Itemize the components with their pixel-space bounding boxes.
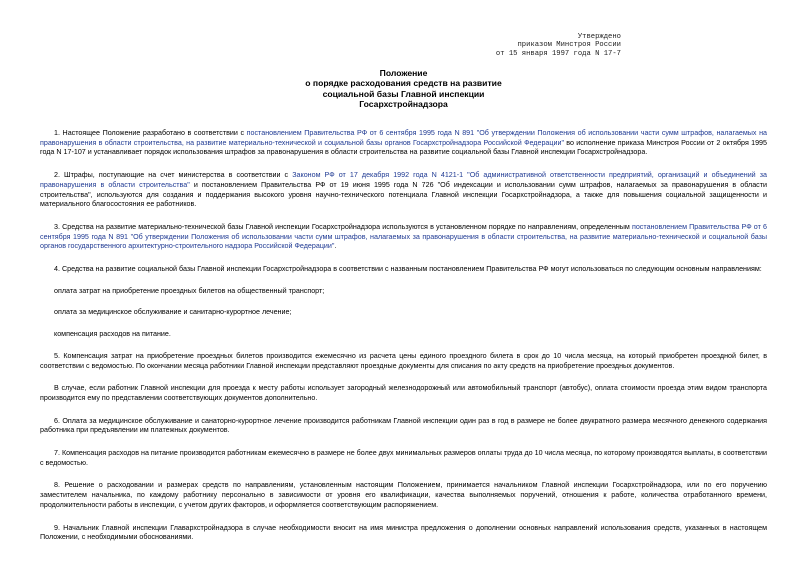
paragraph-4-item-3: компенсация расходов на питание. bbox=[54, 330, 171, 339]
document-body bbox=[40, 129, 767, 556]
paragraph-3-text-a: 3. Средства на развитие материально-технической базы Главной инспекции Госархстройнадзора используются в установленном порядке по направлениям, определенным bbox=[54, 222, 632, 231]
title-line-4: Госархстройнадзора bbox=[359, 99, 448, 110]
title-line-2: о порядке расходования средств на развитие bbox=[305, 78, 502, 89]
paragraph-5: 5. Компенсация затрат на приобретение проездных билетов производится ежемесячно из расчета цены единого проездного билета в срок до 10 числа месяца, на который приобретен проездной билет, в соответствии с ведомостью. По окончании месяца работники Главной инспекции представляют проездные документы для списания по акту средств на приобретение проездных документов. bbox=[40, 351, 767, 370]
paragraph-8: 8. Решение о расходовании и размерах средств по направлениям, установленным настоящим Положением, принимается начальником Главной инспекции Госархстройнадзора, или по его поручению заместителем начальника, по каждому работнику персонально в зависимости от уровня его квалификации, качества выполняемых поручений, отношения к работе, количества отработанного времени, продолжительности работы в инспекции, с учетом других факторов, и оформляется соответствующим распоряжением. bbox=[40, 481, 767, 509]
paragraph-4-item-1: оплата затрат на приобретение проездных билетов на общественный транспорт; bbox=[54, 286, 325, 295]
document-title bbox=[0, 68, 807, 110]
approval-line-2: приказом Минстроя России bbox=[517, 41, 621, 50]
paragraph-3-text-b: . bbox=[334, 242, 337, 251]
approval-line-3: от 15 января 1997 года N 17-7 bbox=[495, 49, 621, 58]
title-line-1: Положение bbox=[379, 68, 428, 78]
approval-note bbox=[496, 33, 621, 58]
paragraph-2-text-b: и постановлением Правительства РФ от 19 июня 1995 года N 726 "Об индексации и использовании сумм штрафов, налагаемых за правонарушения в области строительства", используются для создания и поддержания высокого уровня научно-технического потенциала Главной инспекции Госархстройнадзора, а также для повышения социальной защищенности и материального благосостояния ее работников. bbox=[40, 180, 767, 209]
paragraph-4: 4. Средства на развитие социальной базы Главной инспекции Госархстройнадзора в соответствии с названным постановлением Правительства РФ могут использоваться по следующим основным направлениям: bbox=[54, 265, 762, 274]
paragraph-1 bbox=[40, 129, 767, 158]
paragraph-1-text-b: во исполнение приказа Минстроя России от 2 октября 1995 года N 17-107 и устанавливает порядок использования штрафов за правонарушения в области строительства на развитие социальной базы Главной инспекции Госархстройнадзора. bbox=[40, 138, 767, 157]
approval-line-1: Утверждено bbox=[577, 33, 621, 41]
paragraph-3 bbox=[40, 223, 767, 252]
paragraph-7: 7. Компенсация расходов на питание производится работникам ежемесячно в размере не более двух минимальных размеров оплаты труда до 10 числа месяца, по которому производятся выплаты, в соответствии с ведомостью. bbox=[40, 449, 767, 467]
paragraph-1-text-a: 1. Настоящее Положение разработано в соответствии с bbox=[54, 129, 247, 137]
resolution-891-link[interactable]: постановлением Правительства РФ от 6 сентября 1995 года N 891 "Об утверждении Положения об использовании части сумм штрафов, налагаемых на правонарушения в области строительства, на развитие материально-технической и социальной базы органов Госархстройнадзора Российской Федерации" bbox=[40, 129, 767, 147]
paragraph-6: 6. Оплата за медицинское обслуживание и санаторно-курортное лечение производится работникам Главной инспекции один раз в год в размере не более двукратного размера месячного денежного содержания работника при предъявлении им платежных документов. bbox=[40, 416, 767, 435]
paragraph-9: 9. Начальник Главной инспекции Главархстройнадзора в случае необходимости вносит на имя министра предложения о дополнении основных направлений использования средств, указанных в настоящем Положении, с необходимыми обоснованиями. bbox=[40, 523, 767, 542]
paragraph-5b: В случае, если работник Главной инспекции для проезда к месту работы использует загородный железнодорожный или автомобильный транспорт (автобус), оплата стоимости проезда этим видом транспорта производится ему по представлении соответствующих документов дополнительно. bbox=[40, 384, 767, 402]
paragraph-2 bbox=[40, 171, 767, 210]
paragraph-2-text-a: 2. Штрафы, поступающие на счет министерства в соответствии с bbox=[54, 171, 293, 180]
paragraph-4-item-2: оплата за медицинское обслуживание и санитарно-курортное лечение; bbox=[54, 308, 292, 317]
resolution-891-full-link[interactable]: постановлением Правительства РФ от 6 сентября 1995 года N 891 "Об утверждении Положения об использовании части сумм штрафов, налагаемых за правонарушения в области строительства, на развитие материально-технической и социальной базы органов государственного архитектурно-строительного надзора Российской Федерации" bbox=[40, 222, 767, 251]
law-4121-1-link[interactable]: Законом РФ от 17 декабря 1992 года N 4121-1 "Об административной ответственности предприятий, организаций и объединений за правонарушения в области строительства" bbox=[40, 171, 767, 189]
title-line-3: социальной базы Главной инспекции bbox=[322, 88, 485, 99]
